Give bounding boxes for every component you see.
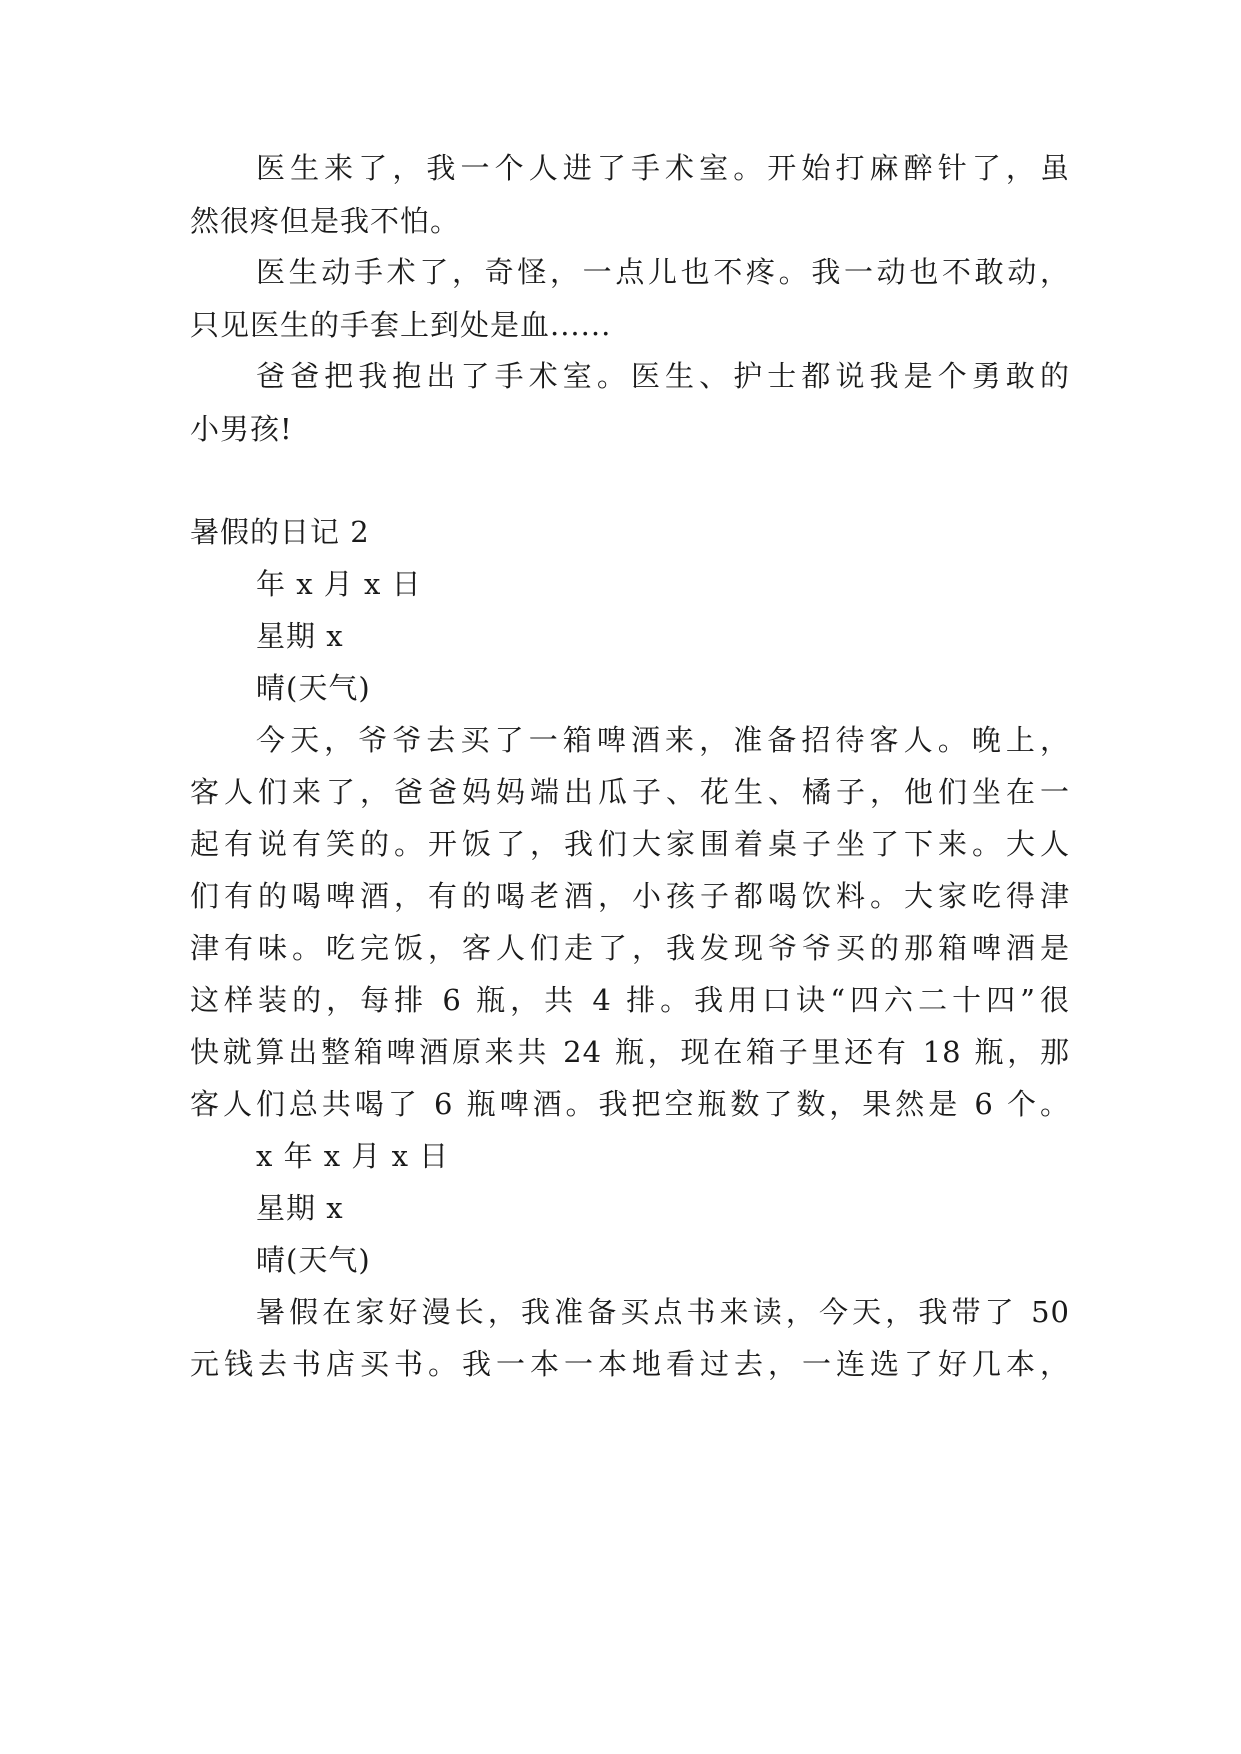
paragraph-line: 只见医生的手套上到处是血...... <box>190 308 612 342</box>
paragraph-line: 医生来了，我一个人进了手术室。开始打麻醉针了，虽 <box>256 151 1070 185</box>
entry-weekday: 星期 x <box>256 619 344 653</box>
paragraph-line: 津有味。吃完饭，客人们走了，我发现爷爷买的那箱啤酒是 <box>190 931 1070 965</box>
paragraph-line: 客人们来了，爸爸妈妈端出瓜子、花生、橘子，他们坐在一 <box>190 775 1070 809</box>
paragraph-line: 暑假在家好漫长，我准备买点书来读，今天，我带了 50 <box>256 1295 1070 1329</box>
entry-date: 年 x 月 x 日 <box>256 567 422 601</box>
paragraph-line: 今天，爷爷去买了一箱啤酒来，准备招待客人。晚上， <box>256 723 1070 757</box>
entry-date: x 年 x 月 x 日 <box>256 1139 450 1173</box>
paragraph-line: 们有的喝啤酒，有的喝老酒，小孩子都喝饮料。大家吃得津 <box>190 879 1070 913</box>
entry-weather: 晴(天气) <box>256 1243 371 1277</box>
entry-weather: 晴(天气) <box>256 671 371 705</box>
paragraph-line: 这样装的，每排 6 瓶，共 4 排。我用口诀“四六二十四”很 <box>190 983 1070 1017</box>
paragraph-line: 爸爸把我抱出了手术室。医生、护士都说我是个勇敢的 <box>256 359 1070 393</box>
paragraph-line: 快就算出整箱啤酒原来共 24 瓶，现在箱子里还有 18 瓶，那 <box>190 1035 1070 1069</box>
paragraph-line: 起有说有笑的。开饭了，我们大家围着桌子坐了下来。大人 <box>190 827 1070 861</box>
paragraph-line: 客人们总共喝了 6 瓶啤酒。我把空瓶数了数，果然是 6 个。 <box>190 1087 1070 1121</box>
paragraph-line: 然很疼但是我不怕。 <box>190 204 461 238</box>
entry-weekday: 星期 x <box>256 1191 344 1225</box>
paragraph-line: 小男孩! <box>190 412 293 446</box>
section-title: 暑假的日记 2 <box>190 515 370 549</box>
paragraph-line: 医生动手术了，奇怪，一点儿也不疼。我一动也不敢动， <box>256 255 1070 289</box>
paragraph-line: 元钱去书店买书。我一本一本地看过去，一连选了好几本， <box>190 1347 1070 1381</box>
